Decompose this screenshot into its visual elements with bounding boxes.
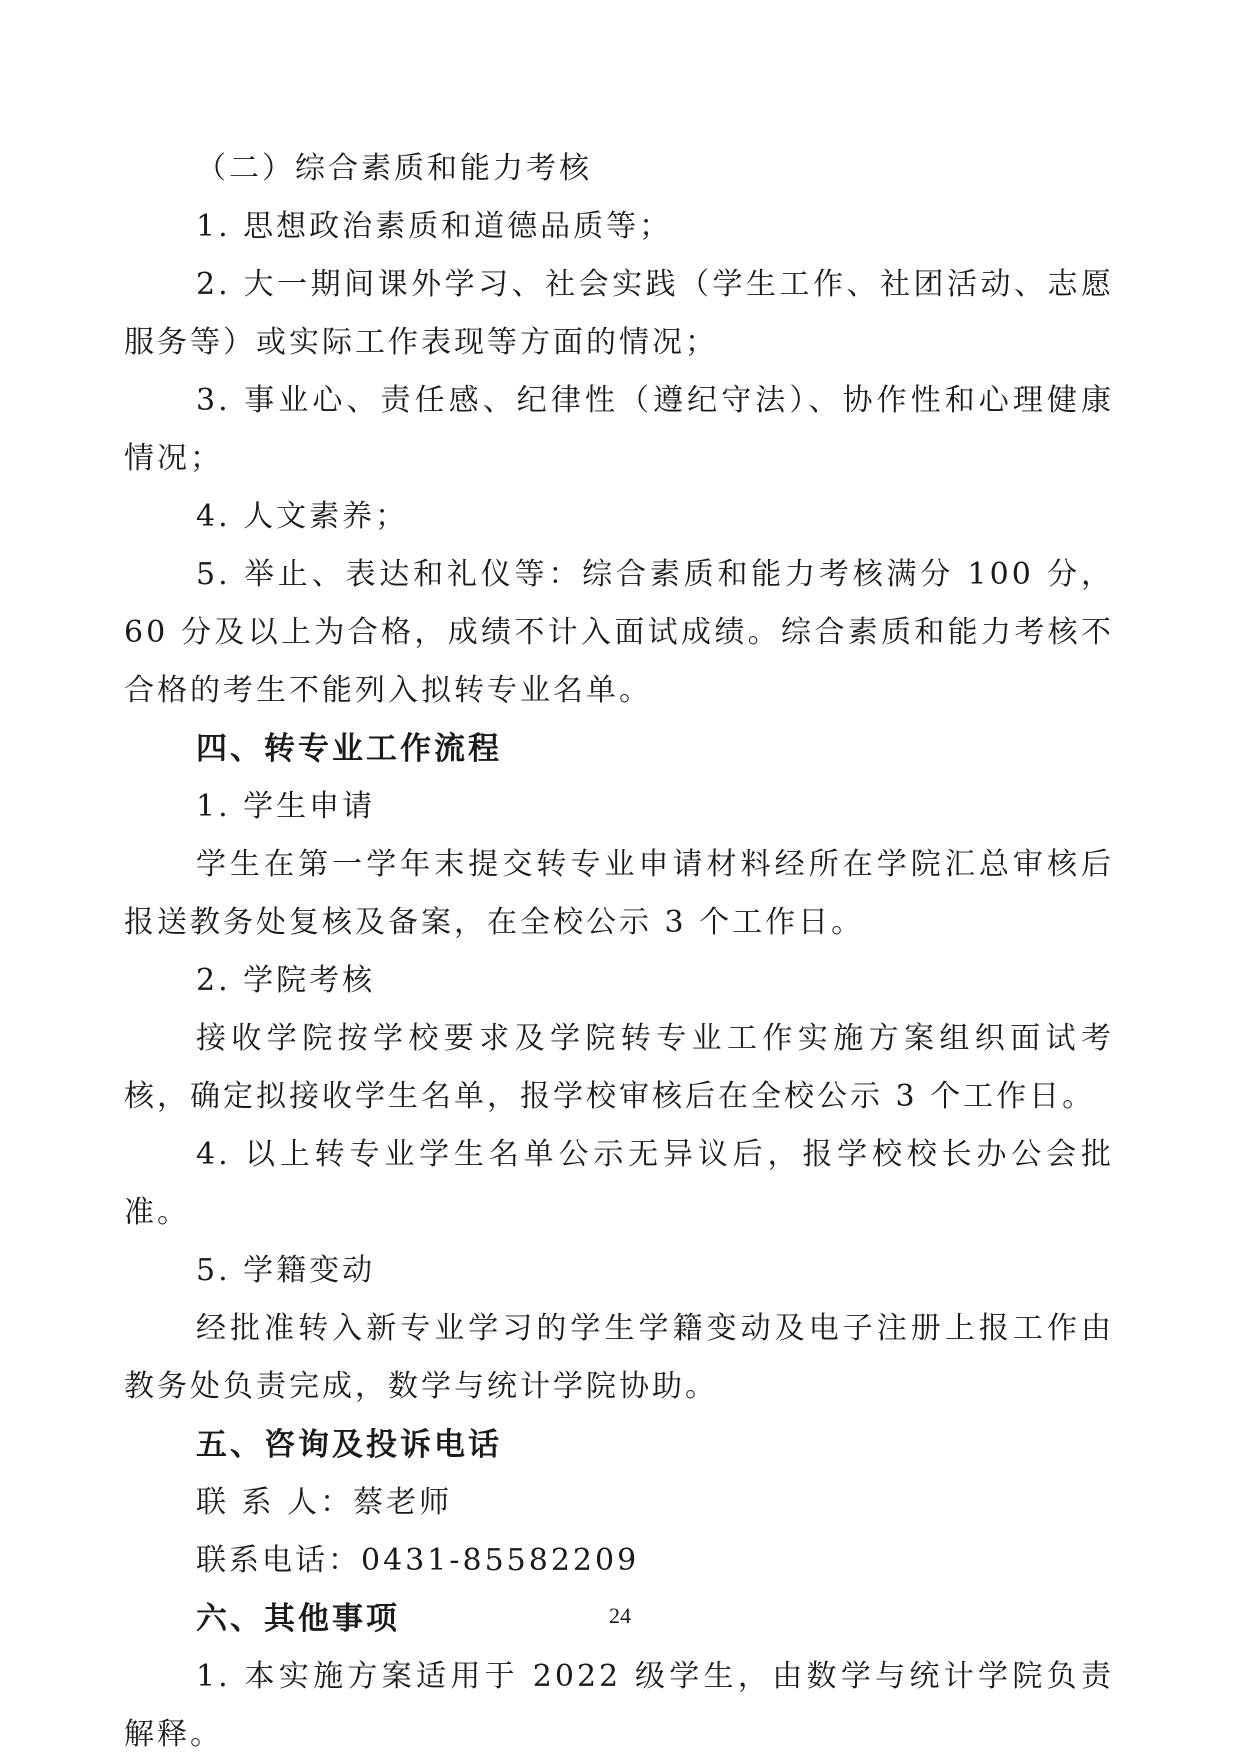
list-item: 1. 思想政治素质和道德品质等； (196, 209, 673, 244)
list-item: 2. 大一期间课外学习、社会实践（学生工作、社团活动、志愿服务等）或实际工作表现等方面的情况； (124, 267, 1114, 360)
subsection-title: （二）综合素质和能力考核 (196, 151, 592, 186)
list-item: 1. 学生申请 (196, 789, 376, 824)
list-item: 5. 举止、表达和礼仪等：综合素质和能力考核满分 100 分，60 分及以上为合格，成绩不计入面试成绩。综合素质和能力考核不合格的考生不能列入拟转专业名单。 (124, 557, 1114, 708)
list-item: 1. 本实施方案适用于 2022 级学生，由数学与统计学院负责解释。 (124, 1659, 1114, 1752)
section-heading: 五、咨询及投诉电话 (196, 1427, 502, 1463)
list-item: 4. 以上转专业学生名单公示无异议后，报学校校长办公会批准。 (124, 1137, 1114, 1230)
body-paragraph: 接收学院按学校要求及学院转专业工作实施方案组织面试考核，确定拟接收学生名单，报学校审核后在全校公示 3 个工作日。 (124, 1021, 1114, 1114)
page-number: 24 (609, 1603, 631, 1628)
list-item: 4. 人文素养； (196, 499, 409, 534)
list-item: 3. 事业心、责任感、纪律性（遵纪守法）、协作性和心理健康情况； (124, 383, 1114, 476)
body-paragraph: 学生在第一学年末提交转专业申请材料经所在学院汇总审核后报送教务处复核及备案，在全校公示 3 个工作日。 (124, 847, 1114, 940)
section-heading: 四、转专业工作流程 (196, 731, 502, 767)
section-heading: 六、其他事项 (196, 1601, 400, 1637)
list-item: 5. 学籍变动 (196, 1253, 376, 1288)
body-paragraph: 经批准转入新专业学习的学生学籍变动及电子注册上报工作由教务处负责完成，数学与统计学院协助。 (124, 1311, 1114, 1404)
document-body (124, 140, 1114, 1764)
list-item: 2. 学院考核 (196, 963, 376, 998)
contact-person: 联 系 人：蔡老师 (196, 1485, 453, 1520)
contact-phone: 联系电话：0431-85582209 (196, 1543, 640, 1578)
